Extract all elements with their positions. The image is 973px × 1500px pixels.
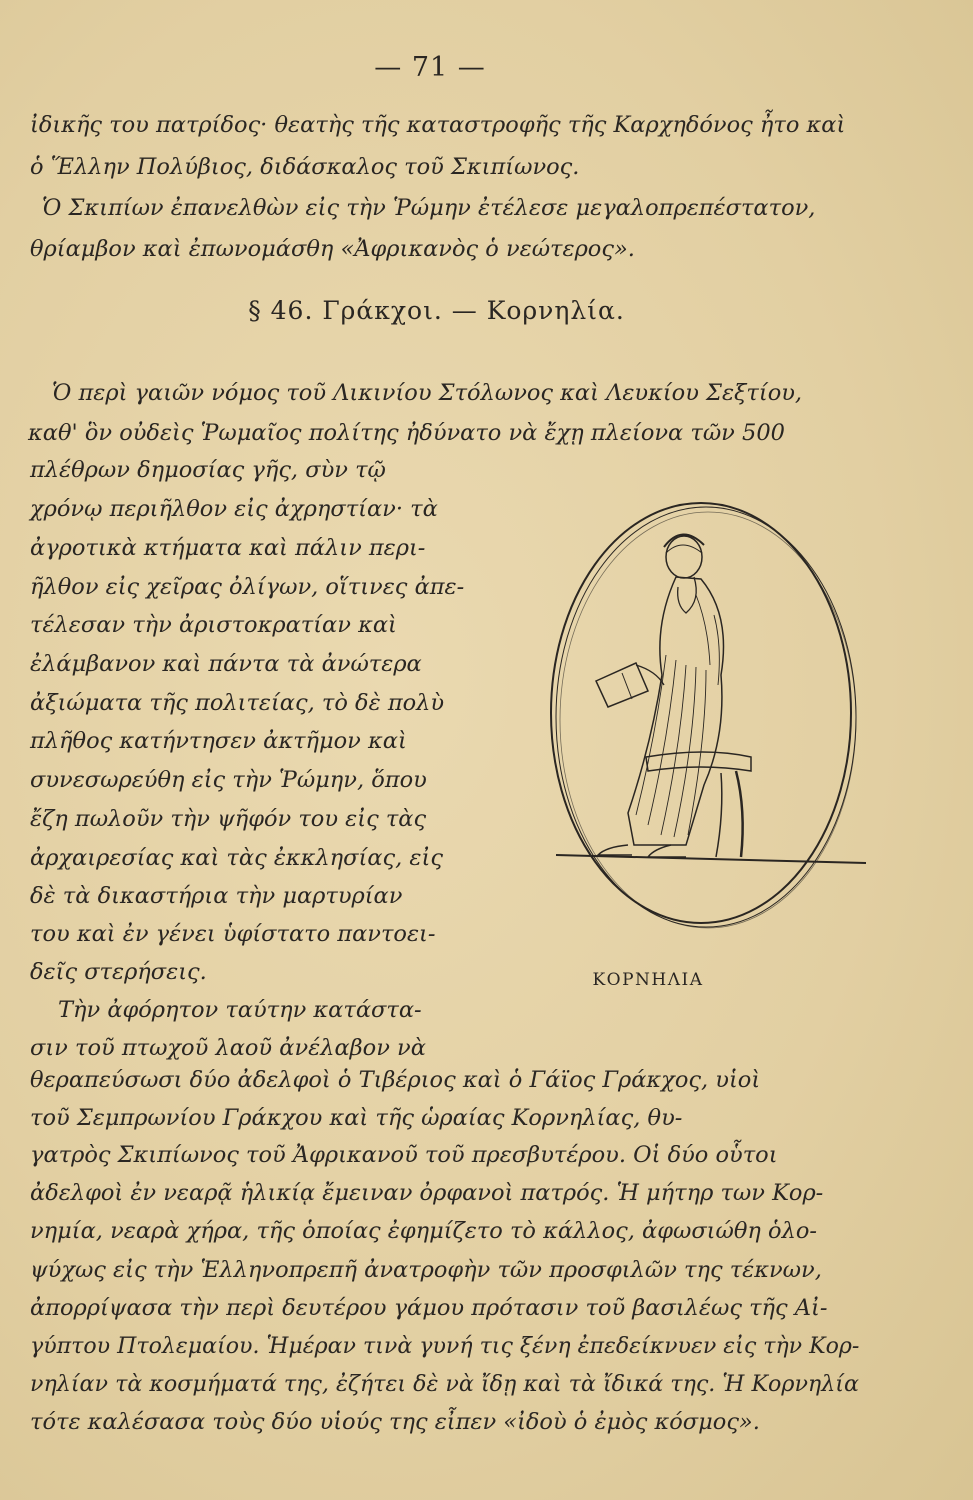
text-line: ἔζη πωλοῦν τὴν ψῆφόν του εἰς τὰς: [30, 806, 427, 832]
cornelia-engraving-image: [536, 495, 866, 965]
text-line: τότε καλέσασα τοὺς δύο υἱούς της εἶπεν «ἰδοὺ ὁ ἐμὸς κόσμος».: [30, 1409, 760, 1435]
section-heading: § 46. Γράκχοι. — Κορνηλία.: [248, 296, 625, 325]
text-line: ῆλθον εἰς χεῖρας ὀλίγων, οἵτινες ἀπε-: [30, 574, 465, 600]
text-line: θρίαμβον καὶ ἐπωνομάσθη «Ἀφρικανὸς ὁ νεώτερος».: [30, 236, 635, 262]
page-number: — 71 —: [374, 52, 486, 83]
text-line: νηλίαν τὰ κοσμήματά της, ἐζήτει δὲ νὰ ἴδῃ καὶ τὰ ἴδικά της. Ἡ Κορνηλία: [30, 1371, 859, 1397]
text-line: ἀπορρίψασα τὴν περὶ δευτέρου γάμου πρότασιν τοῦ βασιλέως τῆς Αἰ-: [30, 1295, 828, 1321]
figure-caption: ΚΟΡΝΗΛΙΑ: [592, 970, 704, 990]
text-line: ἐλάμβανον καὶ πάντα τὰ ἀνώτερα: [30, 651, 422, 677]
text-line: γατρὸς Σκιπίωνος τοῦ Ἀφρικανοῦ τοῦ πρεσβυτέρου. Οἱ δύο οὗτοι: [30, 1142, 778, 1168]
text-line: πλέθρων δημοσίας γῆς, σὺν τῷ: [30, 457, 386, 483]
text-line: συνεσωρεύθη εἰς τὴν Ῥώμην, ὅπου: [30, 767, 427, 793]
text-line: ἰδικῆς του πατρίδος· θεατὴς τῆς καταστροφῆς τῆς Καρχηδόνος ἦτο καὶ: [30, 112, 846, 138]
text-line: σιν τοῦ πτωχοῦ λαοῦ ἀνέλαβον νὰ: [30, 1035, 426, 1061]
text-line: Ὁ περὶ γαιῶν νόμος τοῦ Λικινίου Στόλωνος καὶ Λευκίου Σεξτίου,: [52, 380, 803, 406]
text-line: ἀξιώματα τῆς πολιτείας, τὸ δὲ πολὺ: [30, 690, 445, 716]
text-line: καθ' ὃν οὐδεὶς Ῥωμαῖος πολίτης ἠδύνατο νὰ ἔχῃ πλείονα τῶν 500: [28, 420, 785, 446]
text-line: τέλεσαν τὴν ἀριστοκρατίαν καὶ: [30, 612, 397, 638]
text-line: Τὴν ἀφόρητον ταύτην κατάστα-: [58, 997, 422, 1023]
text-line: Ὁ Σκιπίων ἐπανελθὼν εἰς τὴν Ῥώμην ἐτέλεσε μεγαλοπρεπέστατον,: [42, 195, 816, 221]
text-line: ψύχως εἰς τὴν Ἑλληνοπρεπῆ ἀνατροφὴν τῶν προσφιλῶν της τέκνων,: [30, 1257, 822, 1283]
text-line: θεραπεύσωσι δύο ἀδελφοὶ ὁ Τιβέριος καὶ ὁ Γάϊος Γράκχος, υἱοὶ: [30, 1067, 761, 1093]
text-line: πλῆθος κατήντησεν ἀκτῆμον καὶ: [30, 728, 407, 754]
text-line: δεῖς στερήσεις.: [30, 959, 207, 985]
text-line: ἀρχαιρεσίας καὶ τὰς ἐκκλησίας, εἰς: [30, 845, 443, 871]
text-line: χρόνῳ περιῆλθον εἰς ἀχρηστίαν· τὰ: [30, 496, 438, 522]
text-line: νημία, νεαρὰ χήρα, τῆς ὁποίας ἐφημίζετο τὸ κάλλος, ἀφωσιώθη ὁλο-: [30, 1218, 817, 1244]
text-line: ὁ Ἕλλην Πολύβιος, διδάσκαλος τοῦ Σκιπίωνος.: [30, 154, 580, 180]
text-line: δὲ τὰ δικαστήρια τὴν μαρτυρίαν: [30, 883, 403, 909]
text-line: του καὶ ἐν γένει ὑφίστατο παντοει-: [30, 921, 436, 947]
text-line: ἀδελφοὶ ἐν νεαρᾷ ἡλικίᾳ ἔμειναν ὀρφανοὶ πατρός. Ἡ μήτηρ των Κορ-: [30, 1180, 824, 1206]
text-line: τοῦ Σεμπρωνίου Γράκχου καὶ τῆς ὡραίας Κορνηλίας, θυ-: [30, 1105, 683, 1131]
text-line: ἀγροτικὰ κτήματα καὶ πάλιν περι-: [30, 535, 426, 561]
text-line: γύπτου Πτολεμαίου. Ἡμέραν τινὰ γυνή τις ξένη ἐπεδείκνυεν εἰς τὴν Κορ-: [30, 1333, 860, 1359]
cornelia-engraving: [536, 495, 866, 965]
